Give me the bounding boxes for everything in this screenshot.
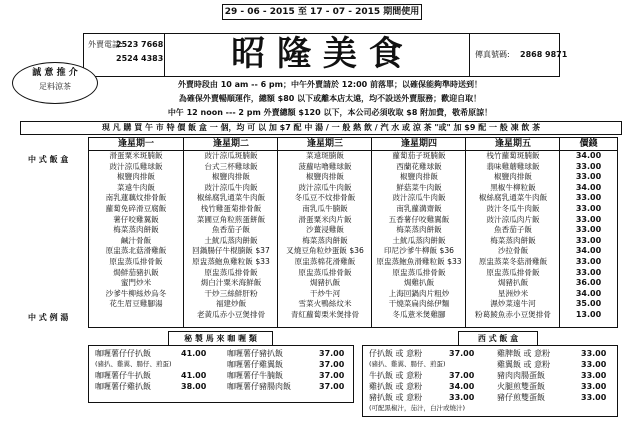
menu-item: 南乳蘿溝齋飯 [396,203,442,213]
menu-item: 台式三杯雞球飯 [204,161,258,171]
menu-item: 沙爹牛柳絲炒烏冬 [105,288,167,298]
item-price: 37.00 [319,371,345,380]
item-name: 咖喱薯仔牛扒飯 [95,371,151,380]
menu-item: 椒絲腐乳通菜牛肉飯 [196,193,266,203]
tel-number-2: 2524 4383 [116,54,164,63]
day-heading: 逢星期五 [466,138,560,151]
item-name: (豬扒、雞翼、腸仔、煎蛋) [95,360,172,368]
date-range-text: 29 - 06 - 2015 至 17 - 07 - 2015 期間使用 [224,7,420,17]
item-price: 37.00 [319,360,345,369]
price-value: 33.00 [575,235,602,245]
menu-item: 椒鹽肉排飯 [212,172,250,182]
price-value: 34.00 [575,151,602,160]
menu-item: 豉汁涼瓜斑腩飯 [204,151,258,160]
item-price: 33.00 [581,371,607,380]
rice-section-label: 中 式 飯 盒 [28,155,69,164]
price-value: 33.00 [575,256,602,266]
item-name: 火腿煎雙蛋飯 [497,382,545,391]
menu-item: 原盅蒸鮑魚滑雞粒飯 $33 [376,256,462,266]
menu-item: 南乳蓮藕炆排骨飯 [105,193,167,203]
item-price: 33.00 [581,360,607,369]
day-heading: 逢星期一 [89,138,183,151]
tel-number-1: 2523 7668 [116,40,164,49]
menu-item: 焗鮮茄豬扒飯 [113,267,159,277]
item-name: 豬肉肉腸蛋飯 [497,371,545,380]
day-column [183,138,278,327]
menu-item: 滑蛋粟米肉片飯 [298,214,352,224]
price-value: 33.00 [575,214,602,224]
item-name: 咖喱薯仔豬扒飯 [227,349,283,358]
item-name: (豬扒、雞翼、腸仔、煎蛋) [369,360,446,368]
menu-item: 粉葛鯪魚赤小豆煲排骨 [475,309,551,319]
day-heading: 逢星期三 [278,138,372,151]
menu-item: 翡味雞蘑雞球飯 [486,161,540,171]
menu-item: 薯仔咬雞翼飯 [113,214,159,224]
menu-item: 土魷瓜蒸肉餅飯 [392,235,446,245]
menu-item: 鮮菇菜牛肉飯 [396,182,442,192]
tel-label: 外賣電話: [88,40,123,49]
item-name: 咖喱薯仔牛腩飯 [227,371,283,380]
item-name: 咖喱薯仔豬腸肉飯 [227,382,291,391]
menu-item: 栈竹蘿蔔斑腩飯 [486,151,540,160]
menu-item: 焗白汁粟米海鮮飯 [200,278,262,288]
menu-item: 椒鹽肉排飯 [117,172,155,182]
menu-item: 干炒牛河 [309,288,341,298]
curry-section [88,345,354,403]
item-price: 41.00 [181,371,207,380]
menu-item: 老黃瓜赤小豆煲排骨 [196,309,266,319]
day-heading: 逢星期二 [184,138,278,151]
day-column [465,138,560,327]
item-name: 咖喱薯仔仔扒飯 [95,349,151,358]
curry-section-title: 秘 製 馬 來 咖 喱 類 [184,334,257,343]
item-price: 41.00 [181,349,207,358]
restaurant-name: 昭 隆 美 食 [231,34,403,74]
price-value: 33.00 [575,267,602,277]
menu-item: 福建炒飯 [215,299,247,309]
menu-item: 干燒菜扁肉絲伊麵 [388,299,450,309]
item-name: 咖喱薯仔雞扒飯 [95,382,151,391]
price-column [559,138,617,327]
day-column [277,138,372,327]
menu-item: 焗豬扒飯 [309,278,341,288]
menu-item: 原盅蒸瓜排骨飯 [109,256,163,266]
notice-line-2: 為確保外賣暢順運作，總額 $80 以下或離本店太遠，均不設送外賣服務；歡迎自取！ [178,94,482,103]
menu-item: 菠蘿咕嚕雞球飯 [298,161,352,171]
item-name: 雞翼飯 或 意粉 [497,360,551,369]
western-section [362,345,618,417]
menu-item: 濕炒菜遠牛河 [490,299,536,309]
menu-item: 五香薯仔咬雞翼飯 [388,214,450,224]
menu-item: 冬瓜薏米煲雞腳 [392,309,446,319]
menu-item: 菜圃豆角粒煎蛋餅飯 [196,214,266,224]
menu-item: 梅菜蒸肉餅飯 [490,235,536,245]
menu-item: 蘿蔔茄子斑腩飯 [392,151,446,160]
item-price: 37.00 [319,349,345,358]
menu-item: 原盅蒸瓜排骨飯 [204,267,258,277]
item-name: 咖喱薯仔雞翼飯 [227,360,283,369]
menu-item: 鹹汁骨飯 [120,235,152,245]
fax-label: 傳真號碼: [475,50,510,59]
menu-item: 印尼沙爹牛柳飯 $36 [383,246,455,256]
menu-item: 豉汁涼瓜牛肉飯 [298,182,352,192]
menu-item: 椒鹽肉排飯 [400,172,438,182]
rice-grid [88,137,618,328]
item-price: 33.00 [449,393,475,402]
price-value: 33.00 [575,172,602,182]
date-banner [222,4,422,20]
day-column [371,138,466,327]
item-name: 豬扒飯 或 意粉 [369,393,423,402]
menu-item: 豉汁冬瓜牛肉飯 [486,203,540,213]
menu-item: 焗豬扒飯 [497,278,529,288]
price-value: 35.00 [575,299,602,309]
menu-item: 叉燒豆角粒炒蛋飯 $36 [286,246,364,256]
set-offer-text: 現 凡 購 買 午 市 特 價 飯 盒 一 個，均 可 以 加 $7 配 中 湯 / 一 般 熱 飲 / 汽 水 或 涼 茶 "或" 加 $9 配 一 般 凍 飲 茶 [101,123,541,132]
price-heading: 價錢 [560,138,617,151]
menu-item: 魚香茄子飯 [494,225,532,235]
day-heading: 逢星期四 [372,138,466,151]
set-offer-banner [20,121,622,135]
menu-item: 菜遠斑腩飯 [306,151,344,160]
menu-item: 原盅蒸瓜排骨飯 [486,267,540,277]
menu-item: 青紅蘿蔔栗米煲排骨 [290,309,360,319]
item-price: 34.00 [449,382,475,391]
menu-item: 土魷瓜蒸肉餅飯 [204,235,258,245]
menu-item: 椒鹽肉排飯 [494,172,532,182]
item-name: 雞脾飯 或 意粉 [497,349,551,358]
day-column [89,138,183,327]
menu-item: 原盅蒸瓜排骨飯 [392,267,446,277]
price-value: 34.00 [575,246,602,256]
soup-section-label: 中 式 例 湯 [28,313,69,322]
menu-item: 原盅蒸北菇滑雞飯 [105,246,167,256]
price-value: 33.00 [575,161,602,171]
price-value: 34.00 [575,288,602,298]
item-price: 38.00 [181,382,207,391]
promo-item: 足料涼茶 [39,82,71,91]
promo-title: 誠 意 推 介 [32,68,78,78]
menu-item: 星洲炒米 [497,288,529,298]
menu-item: 花生眉豆雞腳湯 [109,299,163,309]
menu-item: 干炒三絲鮮肝粉 [204,288,258,298]
menu-item: 梅菜蒸肉餅飯 [396,225,442,235]
menu-item: 沙薑浸雞飯 [306,225,344,235]
menu-item: 豉汁涼瓜肉片飯 [486,214,540,224]
fax-number: 2868 9871 [520,50,568,59]
price-value: 33.00 [575,203,602,213]
menu-item: 沙拉骨飯 [497,246,529,256]
notice-line-3: 中午 12 noon --- 2 pm 外賣總額 $120 以下，本公司必須收取 $8 附加費，敬希原諒！ [167,108,493,117]
menu-item: 原盅蒸棉花滑雞飯 [294,256,356,266]
menu-item: 冬瓜豆不炆排骨飯 [294,193,356,203]
menu-item: 豉汁涼瓜牛肉飯 [204,182,258,192]
item-name: 仔扒飯 或 意粉 [369,349,423,358]
western-section-title: 西 式 飯 盒 [477,334,519,343]
menu-item: 原盅蒸菜冬菇滑雞飯 [478,256,548,266]
menu-item: 梅菜蒸肉餅飯 [113,225,159,235]
item-name: 豬仔煎雙蛋飯 [497,393,545,402]
menu-item: 蜜門炒米 [120,278,152,288]
menu-item: 回鍋腸仔牛棍腩飯 $37 [192,246,270,256]
menu-item: 梅菜蒸肉餅飯 [302,235,348,245]
price-value: 34.00 [575,182,602,192]
menu-item: 原盅蒸瓜排骨飯 [298,267,352,277]
menu-item: 焗雞扒飯 [403,278,435,288]
menu-item: 原盅蒸鮑魚雞粒飯 $33 [192,256,270,266]
menu-item: 豉汁涼瓜牛肉飯 [392,193,446,203]
menu-item: 魚香茄子飯 [212,225,250,235]
menu-item: 菜遠牛肉飯 [117,182,155,192]
western-section-title-box [458,331,538,346]
promo-badge [12,62,98,104]
item-price: 37.00 [449,349,475,358]
price-value: 36.00 [575,278,602,288]
menu-item: 椒鹽肉排飯 [306,172,344,182]
menu-item: 豉汁涼瓜雞球飯 [109,161,163,171]
header-box [83,33,568,77]
curry-section-title-box [168,331,273,346]
menu-item: 雪菜火鴨絲炆米 [298,299,352,309]
menu-item: 蘿蔔免碎滑豆腐飯 [105,203,167,213]
menu-item: 南乳瓜牛腩飯 [302,203,348,213]
menu-item: 黑椒牛柳粒飯 [490,182,536,192]
item-price: 33.00 [581,393,607,402]
item-name: 雞扒飯 或 意粉 [369,382,423,391]
price-value: 33.00 [575,193,602,203]
menu-item: 上海回鍋肉片粗炒 [388,288,450,298]
item-name: (可配黑椒汁，茄汁，白汁或燒汁) [369,404,466,412]
notice-line-1: 外賣時段由 10 am -- 6 pm；中午外賣請於 12:00 前落單；以確保能夠準時送到！ [177,80,483,89]
item-price: 37.00 [449,371,475,380]
item-price: 37.00 [319,382,345,391]
item-name: 牛扒飯 或 意粉 [369,371,423,380]
price-value: 33.00 [575,225,602,235]
menu-item: 滑蛋粟米斑腩飯 [109,151,163,160]
price-value: 13.00 [575,309,602,319]
item-price: 33.00 [581,349,607,358]
menu-item: 西蘭花雞球飯 [396,161,442,171]
item-price: 33.00 [581,382,607,391]
menu-item: 栈竹雞蛋菊排骨飯 [200,203,262,213]
menu-item: 椒絲腐乳通菜牛肉飯 [478,193,548,203]
